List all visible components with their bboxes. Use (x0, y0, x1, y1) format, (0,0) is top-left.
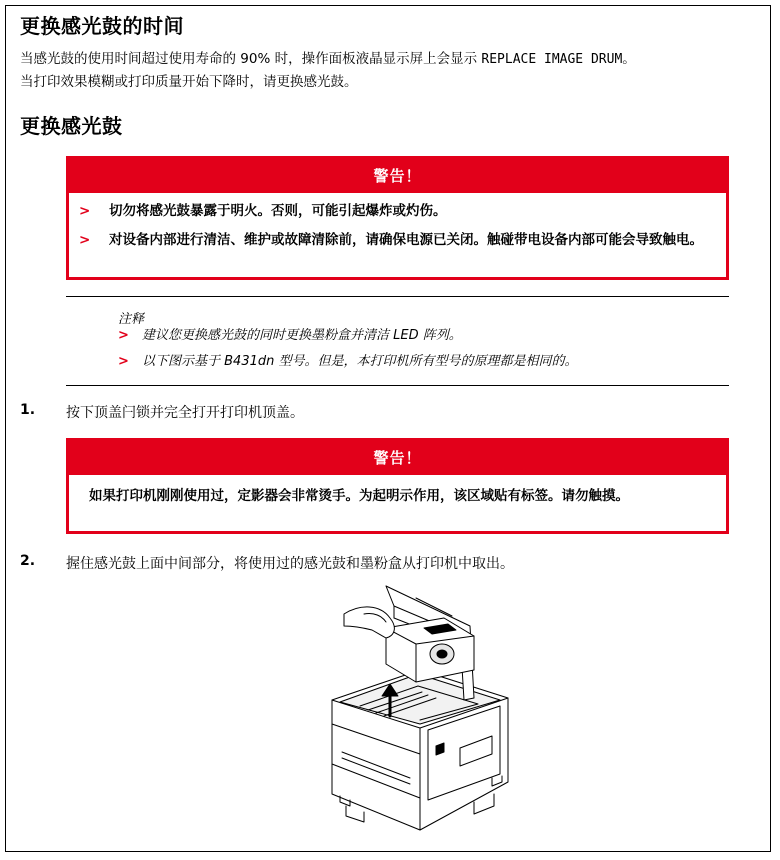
warning-heading: 警告！ (69, 159, 726, 193)
step-text: 按下顶盖闩锁并完全打开打印机顶盖。 (66, 405, 304, 421)
intro-line-2: 当打印效果模糊或打印质量开始下降时，请更换感光鼓。 (20, 74, 358, 90)
intro-paragraph (20, 48, 636, 93)
step-number: 2. (20, 553, 36, 569)
warning-heading: 警告！ (69, 441, 726, 475)
printer-drum-removal-illustration (324, 578, 524, 844)
manual-page (5, 5, 771, 852)
step-text: 握住感光鼓上面中间部分，将使用过的感光鼓和墨粉盒从打印机中取出。 (66, 556, 514, 572)
intro-line-1: 当感光鼓的使用时间超过使用寿命的 90% 时，操作面板液晶显示屏上会显示 REPLACE IMAGE DRUM。 (20, 51, 636, 67)
bullet-arrow-icon: > (118, 328, 129, 343)
note-bottom-divider (66, 385, 729, 386)
bullet-arrow-icon: > (79, 232, 91, 248)
bullet-arrow-icon: > (79, 203, 91, 219)
note-item: > 建议您更换感光鼓的同时更换墨粉盒并清洁 LED 阵列。 (118, 328, 462, 343)
lcd-message: REPLACE IMAGE DRUM (481, 52, 623, 67)
page-title: 更换感光鼓的时间 (20, 14, 184, 38)
warning-item: > 切勿将感光鼓暴露于明火。否则，可能引起爆炸或灼伤。 (69, 200, 726, 222)
warning-text: 如果打印机刚刚使用过，定影器会非常烫手。为起明示作用，该区域贴有标签。请勿触摸。 (89, 488, 629, 504)
warning-box-hot-fuser (66, 438, 729, 534)
bullet-arrow-icon: > (118, 354, 129, 369)
note-item: > 以下图示基于 B431dn 型号。但是，本打印机所有型号的原理都是相同的。 (118, 354, 578, 369)
step-number: 1. (20, 402, 36, 418)
note-top-divider (66, 296, 729, 297)
section-title: 更换感光鼓 (20, 114, 123, 138)
warning-box (66, 156, 729, 280)
warning-item: > 对设备内部进行清洁、维护或故障清除前，请确保电源已关闭。触碰带电设备内部可能会导致触电。 (69, 229, 726, 251)
note-title: 注释 (118, 312, 145, 327)
